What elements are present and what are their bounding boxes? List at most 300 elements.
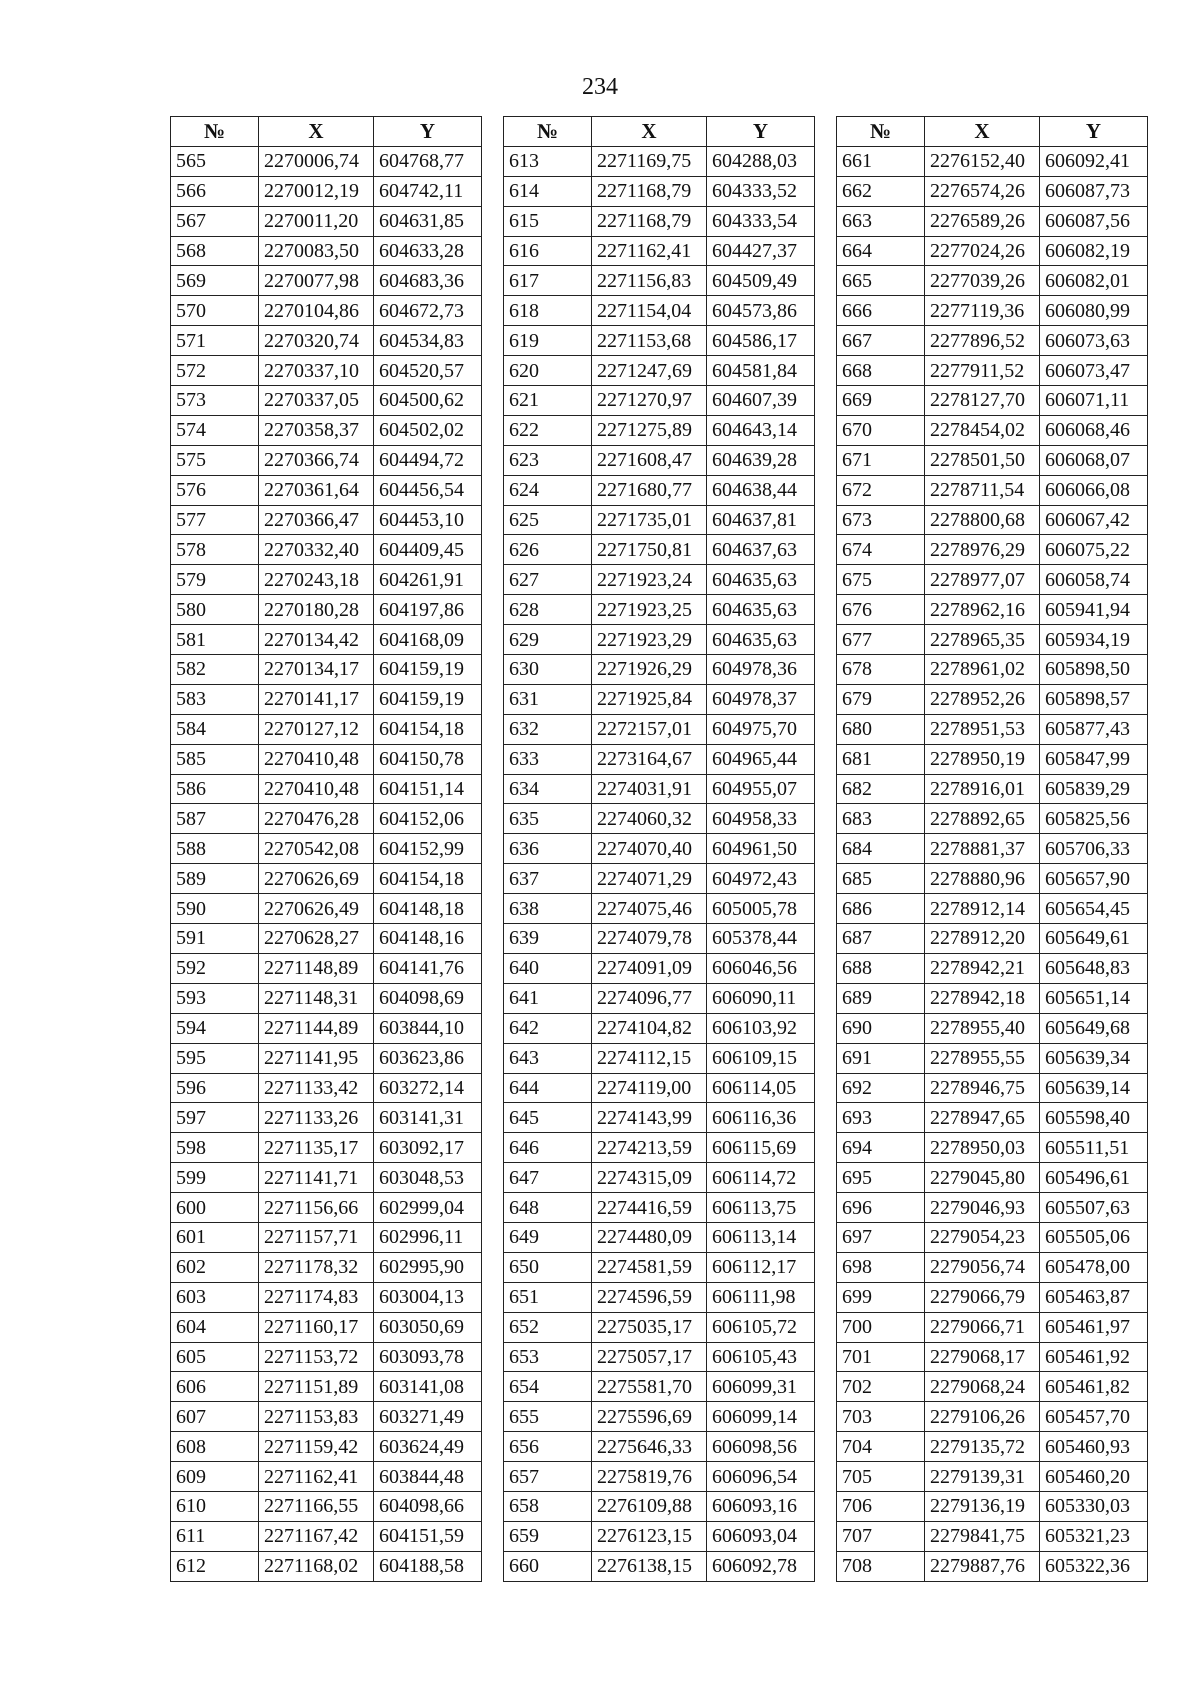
cell-number: 672 — [837, 475, 925, 505]
table-row — [504, 1163, 815, 1193]
cell-number: 589 — [171, 864, 259, 894]
cell-number: 579 — [171, 565, 259, 595]
cell-y: 604151,14 — [374, 774, 482, 804]
cell-number: 659 — [504, 1521, 592, 1551]
cell-x: 2279887,76 — [925, 1551, 1040, 1581]
cell-number: 591 — [171, 924, 259, 954]
cell-number: 581 — [171, 625, 259, 655]
cell-number: 565 — [171, 146, 259, 176]
cell-x: 2271159,42 — [259, 1432, 374, 1462]
cell-y: 604638,44 — [707, 475, 815, 505]
cell-number: 609 — [171, 1462, 259, 1492]
cell-y: 606082,01 — [1040, 266, 1148, 296]
cell-number: 639 — [504, 924, 592, 954]
cell-y: 605321,23 — [1040, 1521, 1148, 1551]
coordinates-table-1 — [170, 116, 482, 1582]
table-row — [171, 1013, 482, 1043]
cell-number: 610 — [171, 1491, 259, 1521]
cell-y: 604500,62 — [374, 386, 482, 416]
cell-x: 2271608,47 — [592, 445, 707, 475]
cell-x: 2271168,79 — [592, 206, 707, 236]
table-row — [837, 953, 1148, 983]
cell-x: 2271148,31 — [259, 983, 374, 1013]
cell-y: 604509,49 — [707, 266, 815, 296]
cell-number: 601 — [171, 1222, 259, 1252]
cell-x: 2270366,47 — [259, 505, 374, 535]
cell-x: 2271168,02 — [259, 1551, 374, 1581]
table-row — [837, 595, 1148, 625]
cell-number: 594 — [171, 1013, 259, 1043]
cell-x: 2274119,00 — [592, 1073, 707, 1103]
table-row — [504, 386, 815, 416]
table-row — [171, 326, 482, 356]
cell-x: 2270127,12 — [259, 714, 374, 744]
cell-y: 606071,11 — [1040, 386, 1148, 416]
table-row — [171, 655, 482, 685]
cell-number: 613 — [504, 146, 592, 176]
table-row — [171, 1193, 482, 1223]
cell-number: 627 — [504, 565, 592, 595]
cell-number: 683 — [837, 804, 925, 834]
cell-x: 2275819,76 — [592, 1462, 707, 1492]
table-row — [504, 236, 815, 266]
cell-number: 701 — [837, 1342, 925, 1372]
cell-y: 603048,53 — [374, 1163, 482, 1193]
cell-number: 617 — [504, 266, 592, 296]
cell-x: 2271247,69 — [592, 356, 707, 386]
cell-y: 606109,15 — [707, 1043, 815, 1073]
table-row — [504, 924, 815, 954]
table-row — [171, 565, 482, 595]
cell-y: 604637,81 — [707, 505, 815, 535]
cell-y: 605877,43 — [1040, 714, 1148, 744]
cell-y: 602995,90 — [374, 1252, 482, 1282]
cell-x: 2271144,89 — [259, 1013, 374, 1043]
cell-y: 604154,18 — [374, 714, 482, 744]
cell-x: 2274070,40 — [592, 834, 707, 864]
table-row — [504, 1491, 815, 1521]
cell-x: 2278127,70 — [925, 386, 1040, 416]
cell-y: 604672,73 — [374, 296, 482, 326]
table-row — [504, 774, 815, 804]
cell-number: 570 — [171, 296, 259, 326]
cell-x: 2276574,26 — [925, 176, 1040, 206]
cell-x: 2271153,72 — [259, 1342, 374, 1372]
cell-x: 2271156,83 — [592, 266, 707, 296]
cell-y: 606111,98 — [707, 1282, 815, 1312]
cell-x: 2271925,84 — [592, 684, 707, 714]
cell-y: 606114,72 — [707, 1163, 815, 1193]
cell-y: 604154,18 — [374, 864, 482, 894]
table-row — [171, 386, 482, 416]
cell-y: 604151,59 — [374, 1521, 482, 1551]
cell-number: 596 — [171, 1073, 259, 1103]
cell-x: 2278942,18 — [925, 983, 1040, 1013]
table-row — [837, 326, 1148, 356]
cell-number: 677 — [837, 625, 925, 655]
table-row — [837, 1193, 1148, 1223]
cell-y: 603004,13 — [374, 1282, 482, 1312]
cell-number: 666 — [837, 296, 925, 326]
cell-x: 2274071,29 — [592, 864, 707, 894]
cell-number: 612 — [171, 1551, 259, 1581]
cell-y: 602999,04 — [374, 1193, 482, 1223]
cell-number: 626 — [504, 535, 592, 565]
cell-x: 2270337,10 — [259, 356, 374, 386]
cell-x: 2271162,41 — [259, 1462, 374, 1492]
table-row — [171, 415, 482, 445]
cell-y: 604098,66 — [374, 1491, 482, 1521]
cell-y: 606112,17 — [707, 1252, 815, 1282]
table-row — [837, 864, 1148, 894]
table-row — [171, 1073, 482, 1103]
cell-x: 2271153,83 — [259, 1402, 374, 1432]
cell-x: 2270006,74 — [259, 146, 374, 176]
column-header-x: X — [925, 117, 1040, 147]
cell-y: 605847,99 — [1040, 744, 1148, 774]
table-row — [837, 296, 1148, 326]
table-row — [837, 356, 1148, 386]
cell-x: 2276123,15 — [592, 1521, 707, 1551]
cell-x: 2271153,68 — [592, 326, 707, 356]
cell-x: 2270410,48 — [259, 774, 374, 804]
table-row — [504, 1193, 815, 1223]
cell-y: 606113,14 — [707, 1222, 815, 1252]
table-row — [837, 1521, 1148, 1551]
cell-x: 2274480,09 — [592, 1222, 707, 1252]
table-header-row — [171, 117, 482, 147]
cell-number: 592 — [171, 953, 259, 983]
table-row — [504, 475, 815, 505]
cell-y: 604534,83 — [374, 326, 482, 356]
cell-y: 605460,20 — [1040, 1462, 1148, 1492]
cell-x: 2279136,19 — [925, 1491, 1040, 1521]
cell-number: 572 — [171, 356, 259, 386]
cell-number: 583 — [171, 684, 259, 714]
cell-y: 605005,78 — [707, 894, 815, 924]
cell-x: 2274031,91 — [592, 774, 707, 804]
table-row — [837, 684, 1148, 714]
table-row — [171, 1222, 482, 1252]
table-row — [171, 475, 482, 505]
cell-y: 605649,61 — [1040, 924, 1148, 954]
cell-number: 631 — [504, 684, 592, 714]
cell-x: 2271133,26 — [259, 1103, 374, 1133]
cell-y: 605460,93 — [1040, 1432, 1148, 1462]
table-row — [504, 1222, 815, 1252]
cell-y: 604333,54 — [707, 206, 815, 236]
cell-y: 606068,07 — [1040, 445, 1148, 475]
cell-x: 2274143,99 — [592, 1103, 707, 1133]
table-row — [837, 1013, 1148, 1043]
table-row — [171, 834, 482, 864]
column-header-number: № — [504, 117, 592, 147]
cell-y: 604494,72 — [374, 445, 482, 475]
cell-x: 2279841,75 — [925, 1521, 1040, 1551]
cell-x: 2278892,65 — [925, 804, 1040, 834]
cell-y: 604502,02 — [374, 415, 482, 445]
cell-y: 604197,86 — [374, 595, 482, 625]
table-row — [504, 176, 815, 206]
table-row — [171, 1402, 482, 1432]
table-row — [504, 1073, 815, 1103]
table-row — [504, 894, 815, 924]
cell-y: 604188,58 — [374, 1551, 482, 1581]
cell-x: 2270011,20 — [259, 206, 374, 236]
cell-y: 605706,33 — [1040, 834, 1148, 864]
cell-x: 2277896,52 — [925, 326, 1040, 356]
table-row — [837, 236, 1148, 266]
table-row — [171, 684, 482, 714]
cell-x: 2279135,72 — [925, 1432, 1040, 1462]
cell-number: 699 — [837, 1282, 925, 1312]
cell-y: 604159,19 — [374, 684, 482, 714]
table-row — [837, 1372, 1148, 1402]
table-row — [504, 834, 815, 864]
cell-number: 649 — [504, 1222, 592, 1252]
cell-y: 604975,70 — [707, 714, 815, 744]
cell-number: 567 — [171, 206, 259, 236]
cell-number: 696 — [837, 1193, 925, 1223]
table-row — [504, 1372, 815, 1402]
cell-number: 607 — [171, 1402, 259, 1432]
cell-y: 604633,28 — [374, 236, 482, 266]
cell-x: 2279068,24 — [925, 1372, 1040, 1402]
cell-number: 577 — [171, 505, 259, 535]
table-row — [171, 1491, 482, 1521]
cell-number: 629 — [504, 625, 592, 655]
cell-number: 669 — [837, 386, 925, 416]
cell-number: 697 — [837, 1222, 925, 1252]
cell-number: 582 — [171, 655, 259, 685]
cell-number: 569 — [171, 266, 259, 296]
cell-number: 702 — [837, 1372, 925, 1402]
table-row — [171, 1043, 482, 1073]
cell-x: 2271275,89 — [592, 415, 707, 445]
column-header-y: Y — [374, 117, 482, 147]
column-header-number: № — [171, 117, 259, 147]
cell-x: 2270628,27 — [259, 924, 374, 954]
cell-number: 633 — [504, 744, 592, 774]
table-row — [171, 864, 482, 894]
cell-number: 703 — [837, 1402, 925, 1432]
cell-y: 606116,36 — [707, 1103, 815, 1133]
cell-x: 2278800,68 — [925, 505, 1040, 535]
cell-x: 2273164,67 — [592, 744, 707, 774]
cell-y: 606113,75 — [707, 1193, 815, 1223]
table-row — [171, 1342, 482, 1372]
table-row — [504, 953, 815, 983]
cell-y: 605505,06 — [1040, 1222, 1148, 1252]
cell-number: 635 — [504, 804, 592, 834]
cell-y: 605651,14 — [1040, 983, 1148, 1013]
cell-y: 604581,84 — [707, 356, 815, 386]
cell-x: 2271178,32 — [259, 1252, 374, 1282]
cell-x: 2271270,97 — [592, 386, 707, 416]
cell-y: 605598,40 — [1040, 1103, 1148, 1133]
table-row — [504, 326, 815, 356]
cell-number: 700 — [837, 1312, 925, 1342]
cell-number: 641 — [504, 983, 592, 1013]
cell-number: 662 — [837, 176, 925, 206]
cell-y: 606075,22 — [1040, 535, 1148, 565]
column-header-x: X — [592, 117, 707, 147]
table-row — [504, 655, 815, 685]
table-row — [837, 1402, 1148, 1432]
table-row — [171, 1372, 482, 1402]
table-header-row — [504, 117, 815, 147]
cell-y: 603050,69 — [374, 1312, 482, 1342]
table-row — [837, 714, 1148, 744]
cell-x: 2274096,77 — [592, 983, 707, 1013]
table-row — [504, 684, 815, 714]
cell-number: 571 — [171, 326, 259, 356]
cell-y: 603141,08 — [374, 1372, 482, 1402]
table-row — [504, 1342, 815, 1372]
table-row — [837, 625, 1148, 655]
table-row — [504, 356, 815, 386]
table-row — [171, 774, 482, 804]
cell-y: 606090,11 — [707, 983, 815, 1013]
cell-number: 684 — [837, 834, 925, 864]
table-row — [837, 1462, 1148, 1492]
cell-y: 605507,63 — [1040, 1193, 1148, 1223]
table-row — [504, 625, 815, 655]
cell-number: 574 — [171, 415, 259, 445]
table-row — [837, 1282, 1148, 1312]
cell-number: 616 — [504, 236, 592, 266]
cell-x: 2279056,74 — [925, 1252, 1040, 1282]
table-row — [171, 445, 482, 475]
cell-number: 646 — [504, 1133, 592, 1163]
cell-y: 604768,77 — [374, 146, 482, 176]
cell-number: 695 — [837, 1163, 925, 1193]
table-row — [171, 983, 482, 1013]
cell-y: 605934,19 — [1040, 625, 1148, 655]
cell-y: 604635,63 — [707, 595, 815, 625]
cell-x: 2270180,28 — [259, 595, 374, 625]
cell-number: 584 — [171, 714, 259, 744]
cell-x: 2279066,71 — [925, 1312, 1040, 1342]
cell-x: 2275035,17 — [592, 1312, 707, 1342]
cell-x: 2270410,48 — [259, 744, 374, 774]
table-row — [837, 804, 1148, 834]
cell-y: 606105,43 — [707, 1342, 815, 1372]
cell-number: 673 — [837, 505, 925, 535]
cell-y: 603623,86 — [374, 1043, 482, 1073]
cell-number: 586 — [171, 774, 259, 804]
cell-number: 648 — [504, 1193, 592, 1223]
cell-x: 2275057,17 — [592, 1342, 707, 1372]
cell-number: 619 — [504, 326, 592, 356]
cell-number: 611 — [171, 1521, 259, 1551]
table-row — [171, 1252, 482, 1282]
cell-number: 602 — [171, 1252, 259, 1282]
table-row — [504, 744, 815, 774]
table-row — [171, 1462, 482, 1492]
cell-number: 651 — [504, 1282, 592, 1312]
coordinates-table-3 — [836, 116, 1148, 1582]
cell-x: 2278947,65 — [925, 1103, 1040, 1133]
cell-y: 605463,87 — [1040, 1282, 1148, 1312]
cell-y: 605461,97 — [1040, 1312, 1148, 1342]
cell-number: 707 — [837, 1521, 925, 1551]
table-row — [504, 1133, 815, 1163]
cell-number: 593 — [171, 983, 259, 1013]
cell-number: 664 — [837, 236, 925, 266]
table-row — [171, 206, 482, 236]
cell-y: 604150,78 — [374, 744, 482, 774]
table-row — [504, 804, 815, 834]
cell-number: 694 — [837, 1133, 925, 1163]
table-row — [504, 1282, 815, 1312]
table-row — [837, 1043, 1148, 1073]
cell-x: 2274112,15 — [592, 1043, 707, 1073]
cell-y: 606092,78 — [707, 1551, 815, 1581]
cell-x: 2278976,29 — [925, 535, 1040, 565]
cell-x: 2270361,64 — [259, 475, 374, 505]
cell-number: 614 — [504, 176, 592, 206]
cell-x: 2271141,71 — [259, 1163, 374, 1193]
table-row — [837, 744, 1148, 774]
table-row — [504, 1521, 815, 1551]
cell-y: 606099,31 — [707, 1372, 815, 1402]
table-row — [504, 1312, 815, 1342]
table-row — [504, 505, 815, 535]
cell-x: 2271750,81 — [592, 535, 707, 565]
table-row — [504, 595, 815, 625]
cell-number: 674 — [837, 535, 925, 565]
cell-y: 603844,10 — [374, 1013, 482, 1043]
column-header-x: X — [259, 117, 374, 147]
table-row — [504, 1432, 815, 1462]
page-number: 234 — [582, 74, 618, 100]
cell-number: 578 — [171, 535, 259, 565]
cell-x: 2278912,14 — [925, 894, 1040, 924]
cell-y: 604427,37 — [707, 236, 815, 266]
cell-x: 2270332,40 — [259, 535, 374, 565]
cell-number: 663 — [837, 206, 925, 236]
cell-x: 2274315,09 — [592, 1163, 707, 1193]
table-row — [837, 983, 1148, 1013]
table-row — [504, 146, 815, 176]
cell-y: 603624,49 — [374, 1432, 482, 1462]
cell-x: 2271923,29 — [592, 625, 707, 655]
cell-number: 636 — [504, 834, 592, 864]
cell-x: 2278955,55 — [925, 1043, 1040, 1073]
cell-y: 606082,19 — [1040, 236, 1148, 266]
cell-y: 603141,31 — [374, 1103, 482, 1133]
cell-number: 678 — [837, 655, 925, 685]
cell-y: 606046,56 — [707, 953, 815, 983]
cell-x: 2276138,15 — [592, 1551, 707, 1581]
table-row — [837, 415, 1148, 445]
table-row — [504, 1043, 815, 1073]
table-row — [504, 415, 815, 445]
cell-number: 679 — [837, 684, 925, 714]
cell-x: 2279046,93 — [925, 1193, 1040, 1223]
cell-number: 568 — [171, 236, 259, 266]
table-row — [837, 176, 1148, 206]
cell-x: 2271157,71 — [259, 1222, 374, 1252]
table-row — [837, 266, 1148, 296]
cell-x: 2274213,59 — [592, 1133, 707, 1163]
cell-x: 2270626,69 — [259, 864, 374, 894]
cell-number: 675 — [837, 565, 925, 595]
cell-number: 575 — [171, 445, 259, 475]
table-row — [171, 296, 482, 326]
cell-number: 706 — [837, 1491, 925, 1521]
